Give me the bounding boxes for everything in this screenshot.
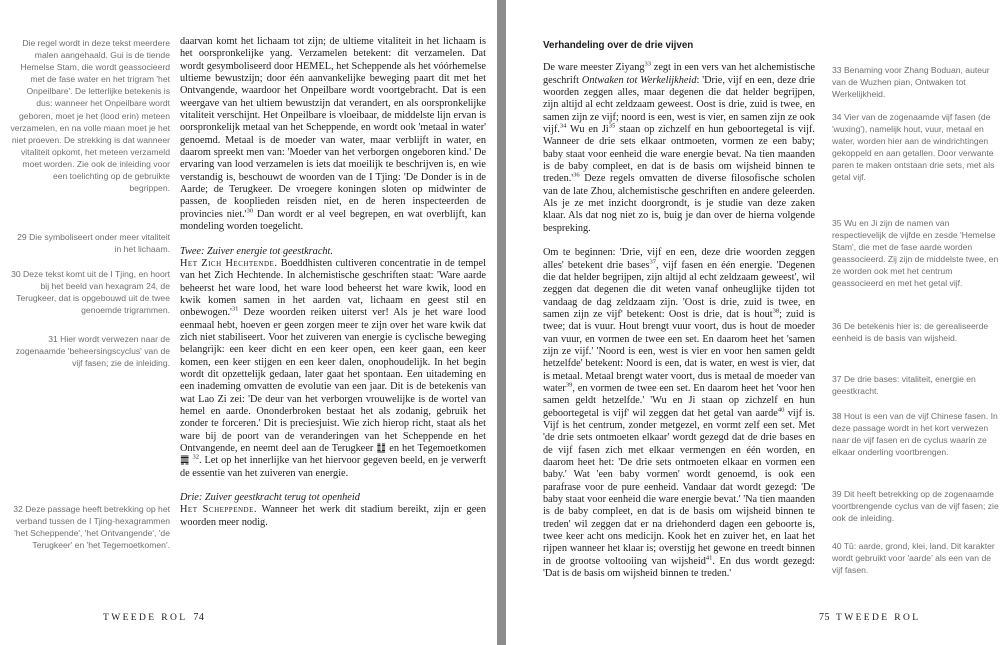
margin-note: 38 Hout is een van de vijf Chinese fasen. In deze passage wordt in het kort verwezen naar de vijf fasen en de cyclus waarin ze elkaar onderling voortbrengen. [832, 411, 998, 458]
hexagram-icon: ䷗ [376, 443, 387, 454]
page-number: 75 [819, 612, 830, 623]
margin-note: 40 Tǔ: aarde, grond, klei, land. Dit karakter wordt gebruikt voor 'aarde' als een van de vijf fasen. [832, 541, 995, 576]
margin-note: 33 Benaming voor Zhang Boduan, auteur van de Wuzhen pian, Ontwaken tot Werkelijkheid. [832, 65, 990, 100]
left-page [0, 0, 497, 645]
paragraph: De ware meester Ziyang$^{33}$ zegt in een vers van het alchemistische geschrift Ontwaken tot Werkelijkheid: 'Drie, vijf en een, deze drie woorden zeggen alles, maar degenen die dat helder begrijpen, zijn altijd al echt zeldzaam geweest. Oost is drie, zuid is twee, en samen zijn ze vijf; noord is een, west is vier, en samen zijn ze ook vijf.$^{34}$ Wu en Ji$^{35}$ staan op zichzelf en hun geboortegetal is vijf. Wanneer de drie sets elkaar ontmoeten, vormen ze een baby; baby staat voor eenheid die ware energie bevat. Na tien maanden is de baby compleet, en dat is de basis om wijsheid binnen te $treden.'^{36}$ Deze regels omvatten de diverse filosofische scholen van de late Zhou, alchemistische geschriften en andere geleerden. Als je ze met inzicht doorgrondt, is je studie van deze zaken klaar. Als dat nog niet zo is, buig je dan over de hierna volgende bespreking. [543, 60, 816, 234]
section-subheading: Drie: Zuiver geestkracht terug tot openheid [180, 492, 360, 504]
footnote-ref[interactable]: 36 [573, 172, 580, 180]
running-head: TWEEDE ROL [103, 613, 188, 623]
footnote-ref[interactable]: 39 [565, 381, 573, 389]
page-footer [103, 612, 210, 623]
footnote-ref[interactable]: 34 [559, 122, 567, 130]
running-head: TWEEDE ROL [836, 613, 921, 623]
page-footer [813, 612, 920, 623]
margin-note: 32 Deze passage heeft betrekking op het verband tussen de I Tjing-hexagrammen 'het Scheppende', 'het Ontvangende', 'de Terugkeer' en 'het Tegemoetkomen'. [13, 504, 170, 551]
right-body-text [543, 40, 815, 580]
paragraph: daarvan komt het lichaam tot zijn; de ultieme vitaliteit in het lichaam is het oorspronkelijke yang. Verzamelen betekent: dit verzamelen. Dat wordt gesymboliseerd door HEMEL, het Scheppende als het vóórhemelse ultieme bewustzijn; door één aanvankelijke beweging paart dit met het Ontvangende, waardoor het Onpeilbare wordt voortgebracht. Dat is een weergave van het ultiem bewustzijn dat verandert, en als oorspronkelijke vitaliteit verschijnt. Het Onpeilbare is vloeibaar, de middelste lijn ervan is oorspronkelijk metaal van het Scheppende, en wordt ook 'metaal in water' genoemd. Metaal is de moeder van water, maar verblijft in water, en daarom spreekt men van: 'Moeder van het verborgen ongeboren kind.' De ervaring van lood verzamelen is iets dat moeilijk te beschrijven is, en wie verstandig is, beschouwt de woorden van de I Tjing: 'De Donder is in de Aarde; de Terugkeer. De vroegere koningen sloten op midwinter de passen, de kooplieden reisden niet, en de heren inspecteerden de provincies $niet.'^{30}$ Dan wordt er al veel begrepen, en wat overblijft, kan mondeling worden toegelicht. [180, 36, 486, 233]
footnote-ref[interactable]: 37 [649, 258, 657, 266]
paragraph: Het Scheppende. Wanneer het werk dit stadium bereikt, zijn er geen woorden meer nodig. [180, 504, 486, 528]
margin-note: 31 Hier wordt verwezen naar de zogenaamde 'beheersingscyclus' van de vijf fasen; zie de inleiding. [15, 334, 170, 369]
margin-note: 29 Die symboliseert onder meer vitaliteit in het lichaam. [17, 232, 170, 255]
footnote-ref[interactable]: 38 [772, 307, 780, 315]
footnote-ref[interactable]: 40 [777, 406, 785, 414]
margin-note: 30 Deze tekst komt uit de I Tjing, en hoort bij het beeld van hexagram 24, de Terugkeer, dat is opgebouwd uit de twee genoemde trigrammen. [11, 269, 170, 316]
margin-note: 35 Wu en Ji zijn de namen van respectievelijk de vijfde en zesde 'Hemelse Stam', die met de fase aarde worden geassocieerd. Zij zijn de middelste twee, en ze worden ook met het centrum geassocieerd en met het getal vijf. [832, 218, 999, 289]
margin-note: 37 De drie bases: vitaliteit, energie en geestkracht. [832, 374, 976, 397]
right-page [506, 0, 1003, 645]
paragraph: Het Zich Hechtende. Boeddhisten cultiveren concentratie in de tempel van het Zich Hechtende. In alchemistische geschriften staat: 'Ware aarde beheerst het ware lood, het ware lood beheerst het ware kwik, lood en kwik komen samen in het aarden vat, lichaam en geest stil en $onbewogen.'^{31}$ Deze woorden reiken uiterst ver! Als je het ware lood eenmaal hebt, hoeven er geen zorgen meer te zijn over het ware kwik dat zich niet stabiliseert. Voor het zuiveren van energie is cyclische beweging belangrijk: een keer dicht en een keer open, een keer gaan, een keer komen, een keer stijgen en een keer dalen, onophoudelijk. In het begin wordt dit opzettelijk gedaan, later gaat het spontaan. Een uitademing en een inademing omvatten de evolutie van een jaar. Dit is de betekenis van wat Lao Zi zei: 'De deur van het verborgen vrouwelijke is de wortel van hemel en aarde. Ononderbroken bestaat het als zodanig, gebruik het zonder te forceren.' Dit is preciesjuist. Wie zich hierop richt, staat als het ware bij de poort van de veranderingen van het Scheppende en het Ontvangende, en neemt deel aan de Terugkeer ䷗ en het Tegemoetkomen ䷫ $^{32}$. Let op het innerlijke van het hiervoor gegeven beeld, en je verwerft de essentie van het zuiveren van energie. [180, 257, 486, 479]
lead-in: Het Zich Hechtende. [180, 257, 278, 269]
paragraph: Om te beginnen: 'Drie, vijf en een, deze drie woorden zeggen alles' betekent drie bases$^{37}$, vijf fasen en één energie. 'Degenen die dat helder begrijpen, zijn altijd al echt zeldzaam geweest', wil zeggen dat degenen die dit weten vanaf onheuglijke tijden tot vandaag de dag zeldzaam zijn. 'Oost is drie, zuid is twee, en samen zijn ze vijf' betekent: Oost is drie, dat is hout$^{38}$; zuid is twee; dat is vuur. Hout brengt vuur voort, dus is hout de moeder van vuur, en vormen de twee een set. En daarom heet het 'samen zijn ze vijf.' 'Noord is een, west is vier en voor hen samen geldt hetzelfde' betekent: Noord is een, dat is water, en west is vier, dat is metaal. Metaal brengt water voort, dus is metaal de moeder van water$^{39}$, en vormen de twee een set. En daarom heet het 'voor hen samen geldt hetzelfde.' 'Wu en Ji staan op zichzelf en hun geboortegetal is vijf' wil zeggen dat het getal van aarde$^{40}$ vijf is. Vijf is het centrum, zonder metgezel, en vormt zelf een set. Met 'de drie sets ontmoeten elkaar' wordt gezegd dat de drie bases en de vijf fasen zich met elkaar vermengen en één worden, en daarom heet het: 'De drie sets ontmoeten elkaar en vormen een baby.' Wat 'een baby vormen' wordt genoemd, is ook een parafrase voor de pure eenheid. Vandaar dat wordt gezegd: 'De baby staat voor eenheid die ware energie bevat.' 'Na tien maanden is de baby compleet, en dat is de basis om wijsheid binnen te treden' wil zeggen dat er na driehonderd dagen een geboorte is, twee keer acht ons medicijn. Kook het en zuiver het, en laat het rijpen wanneer het klaar is; overstijg het gewone en treedt binnen in de grootse voltooiing van wijsheid$^{41}$. En dus wordt gezegd: 'Dat is de basis om wijsheid binnen te treden.' [543, 247, 815, 580]
footnote-ref[interactable]: 35 [608, 122, 616, 130]
margin-note: Die regel wordt in deze tekst meerdere malen aangehaald. Gui is de tiende Hemelse Stam, die wordt geassocieerd met de fase water en het trigram 'het Onpeilbare'. De letterlijke betekenis is dus: wanneer het Onpeilbare wordt geboren, moet je het (lood erin) meteen verzamelen, en na volle maan moet je het niet proeven. De strekking is dat wanneer vitaliteit opkomt, het meteen verzameld moet worden. Zie ook de inleiding voor een toelichting op de gebruikte begrippen. [10, 38, 170, 194]
margin-note: 34 Vier van de zogenaamde vijf fasen (de 'wuxing'), namelijk hout, vuur, metaal en water, worden hier aan de windrichtingen gekoppeld en aan getallen. Door verwante paren te maken ontstaan drie sets, met als getal vijf. [832, 112, 995, 183]
page-number: 74 [193, 612, 205, 623]
left-body-text [180, 36, 486, 529]
chapter-heading: Verhandeling over de drie vijven [543, 40, 694, 51]
lead-in: Het Scheppende. [180, 504, 257, 516]
footnote-ref[interactable]: 30 [246, 207, 254, 215]
hexagram-icon: ䷫ [180, 455, 190, 467]
margin-note: 36 De betekenis hier is: de gerealiseerde eenheid is de basis van wijsheid. [832, 321, 989, 344]
footnote-ref[interactable]: 41 [705, 554, 713, 562]
work-title: Ontwaken tot Werkelijkheid [581, 74, 697, 86]
footnote-ref[interactable]: 31 [231, 305, 239, 313]
footnote-ref[interactable]: 32 [192, 453, 199, 461]
section-subheading: Twee: Zuiver energie tot geestkracht. [180, 245, 333, 257]
footnote-ref[interactable]: 33 [644, 60, 651, 68]
margin-note: 39 Dit heeft betrekking op de zogenaamde voortbrengende cyclus van de vijf fasen; zie ook de inleiding. [832, 489, 999, 524]
